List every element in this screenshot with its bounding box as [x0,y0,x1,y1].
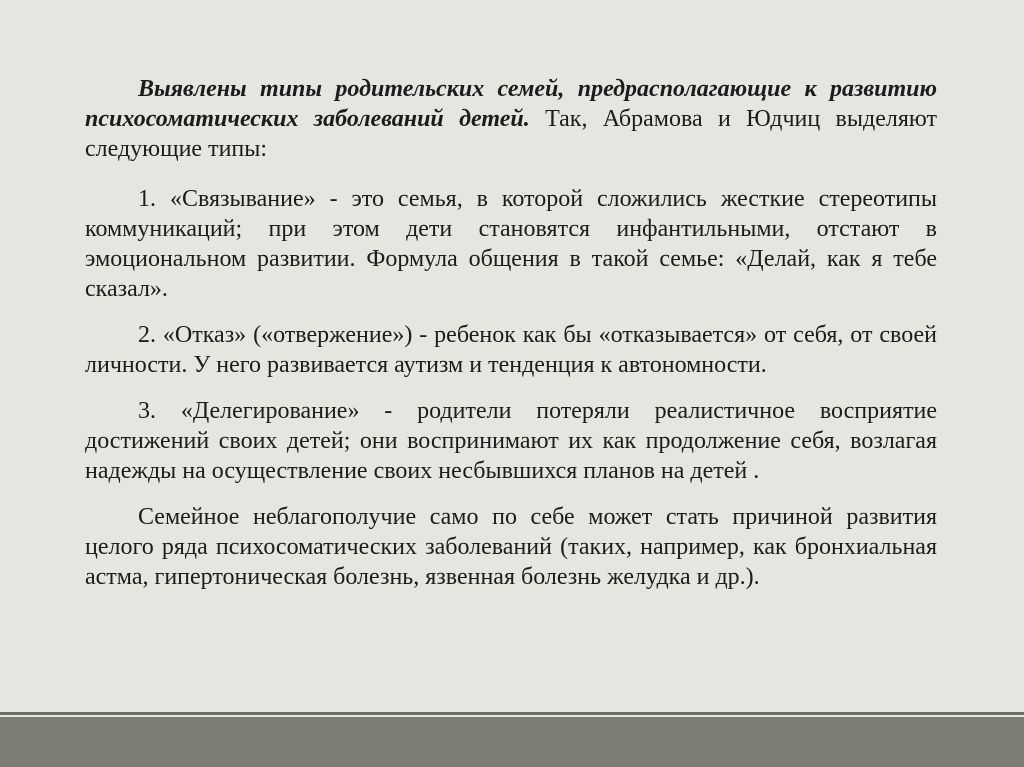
slide-text-body [85,74,937,606]
footer-divider [0,712,1024,715]
conclusion-paragraph: Семейное неблагополучие само по себе может стать причиной развития целого ряда психосоматических заболеваний (таких, например, как бронхиальная астма, гипертоническая болезнь, язвенная болезнь желудка и др.). [85,504,937,590]
intro-emphasis: Выявлены типы родительских семей, предрасполагающие к развитию психосоматических заболеваний детей. [85,76,937,132]
footer-bar [0,717,1024,767]
intro-rest: Так, Абрамова и Юдчиц выделяют следующие типы: [85,106,937,162]
type-item-2: 2. «Отказ» («отвержение») - ребенок как бы «отказывается» от себя, от своей личности. У него развивается аутизм и тенденция к автономности. [85,322,937,378]
type-item-3: 3. «Делегирование» - родители потеряли реалистичное восприятие достижений своих детей; они воспринимают их как продолжение себя, возлагая надежды на осуществление своих несбывшихся планов на детей . [85,398,937,484]
intro-paragraph [85,74,937,164]
type-item-1: 1. «Связывание» - это семья, в которой сложились жесткие стереотипы коммуникаций; при этом дети становятся инфантильными, отстают в эмоциональном развитии. Формула общения в такой семье: «Делай, как я тебе сказал». [85,186,937,302]
